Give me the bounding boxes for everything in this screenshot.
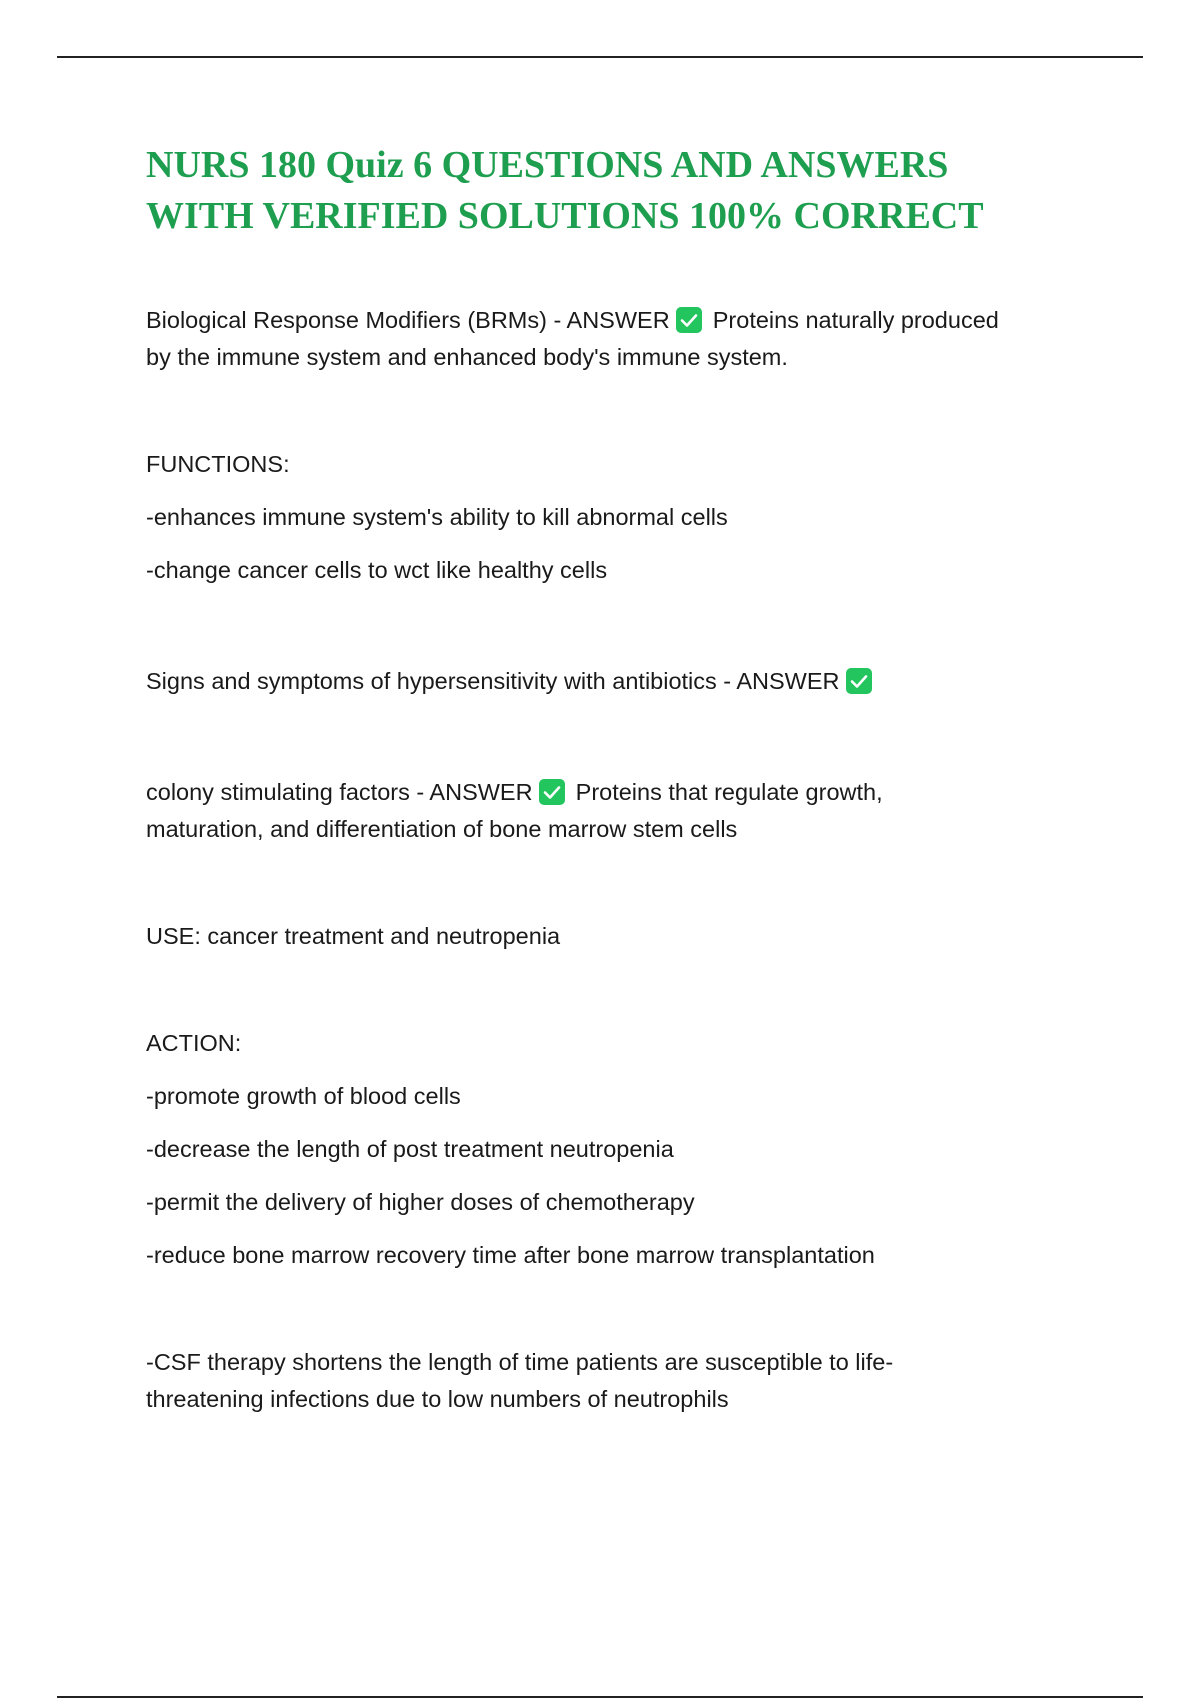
check-mark-icon	[676, 307, 702, 333]
use-line: USE: cancer treatment and neutropenia	[146, 923, 561, 949]
answer-text: Proteins naturally produced	[712, 307, 999, 333]
csf-therapy-line-2: threatening infections due to low numbers of neutrophils	[146, 1386, 729, 1412]
action-item: -reduce bone marrow recovery time after bone marrow transplantation	[146, 1242, 875, 1268]
check-mark-icon	[539, 779, 565, 805]
footer-rule	[57, 1696, 1143, 1698]
question-text: Biological Response Modifiers (BRMs) - ANSWER	[146, 307, 670, 333]
functions-heading: FUNCTIONS:	[146, 451, 290, 477]
document-body	[146, 140, 1086, 1418]
action-item: -decrease the length of post treatment neutropenia	[146, 1136, 674, 1162]
check-mark-icon	[846, 668, 872, 694]
answer-text-continued: maturation, and differentiation of bone marrow stem cells	[146, 816, 738, 842]
answer-text-continued: by the immune system and enhanced body's immune system.	[146, 344, 788, 370]
qa-hypersensitivity	[146, 663, 1086, 700]
question-text: colony stimulating factors - ANSWER	[146, 779, 533, 805]
csf-therapy-line-1: -CSF therapy shortens the length of time patients are susceptible to life-	[146, 1349, 894, 1375]
header-rule	[57, 56, 1143, 58]
csf-therapy-note	[146, 1344, 1086, 1418]
qa-brm	[146, 302, 1086, 376]
document-title	[146, 140, 1086, 242]
action-item: -promote growth of blood cells	[146, 1083, 461, 1109]
title-line-1: NURS 180 Quiz 6 QUESTIONS AND ANSWERS	[146, 144, 949, 186]
title-line-2: WITH VERIFIED SOLUTIONS 100% CORRECT	[146, 195, 984, 237]
functions-item: -change cancer cells to wct like healthy cells	[146, 557, 608, 583]
functions-item: -enhances immune system's ability to kill abnormal cells	[146, 504, 728, 530]
question-text: Signs and symptoms of hypersensitivity with antibiotics - ANSWER	[146, 668, 840, 694]
action-heading: ACTION:	[146, 1030, 242, 1056]
answer-text: Proteins that regulate growth,	[575, 779, 883, 805]
qa-colony-stimulating-factors	[146, 774, 1086, 848]
action-item: -permit the delivery of higher doses of chemotherapy	[146, 1189, 695, 1215]
